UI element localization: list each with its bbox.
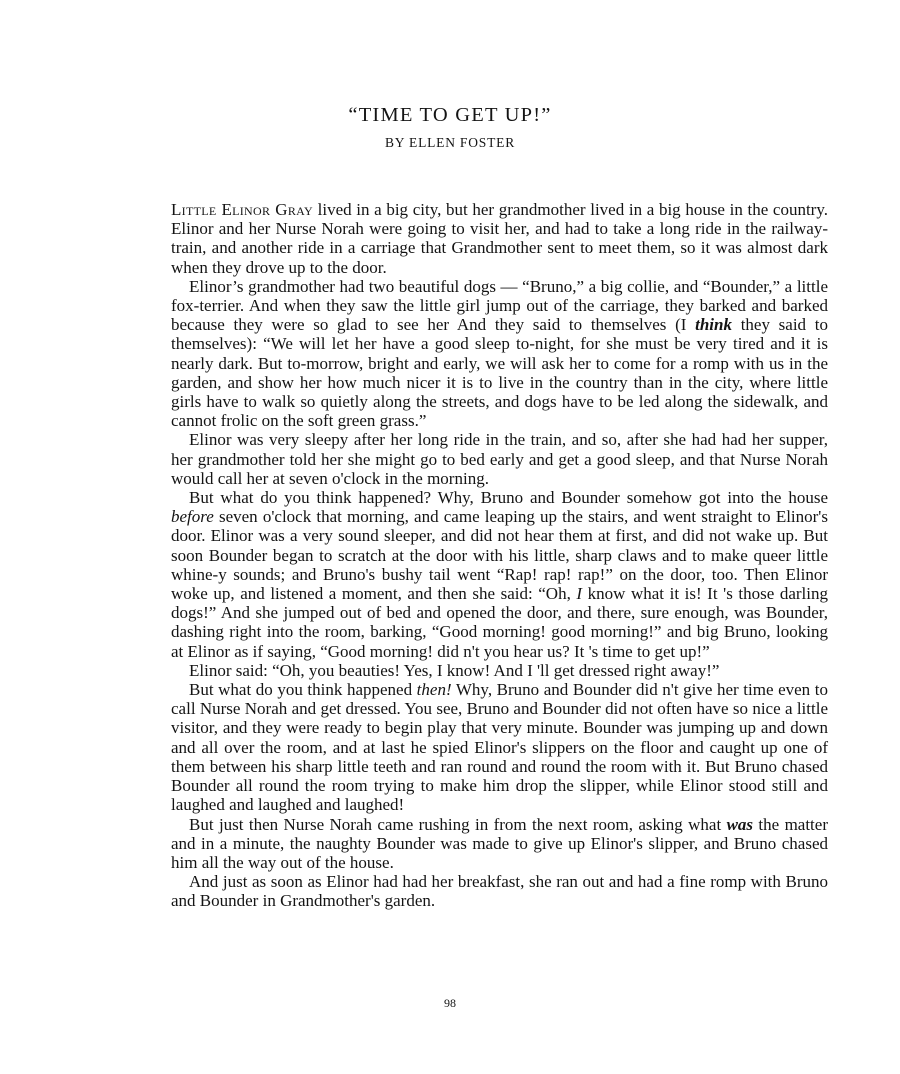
emphasis-then: then! (416, 680, 452, 700)
paragraph-7: But just then Nurse Norah came rushing in from the next room, asking what was the matter and in a minute, the naughty Bounder was made to give up Elinor's slipper, and Bruno chased him all the way out of the house. (171, 814, 828, 872)
paragraph-4: But what do you think happened? Why, Bruno and Bounder somehow got into the house before seven o'clock that morning, and came leaping up the stairs, and went straight to Elinor's door. Elinor was a very sound sleeper, and did not hear them at first, and did not wake up. But soon Bounder began to scratch at the door with his little, sharp claws and to make queer little whine-y sounds; and Bruno's bushy tail went “Rap! rap! rap!” on the door, too. Then Elinor woke up, and listened a moment, and then she said: “Oh, I know what it is! It 's those darling dogs!” And she jumped out of bed and opened the door, and there, sure enough, was Bounder, dashing right into the room, barking, “Good morning! good morning!” and big Bruno, looking at Elinor as if saying, “Good morning! did n't you hear us? It 's time to get up!” (171, 488, 828, 661)
paragraph-2: Elinor’s grandmother had two beautiful dogs — “Bruno,” a big collie, and “Bounder,” a little fox-terrier. And when they saw the little girl jump out of the carriage, they barked and barked because they were so glad to see her And they said to themselves (I think they said to themselves): “We will let her have a good sleep to-night, for she must be very tired and it is nearly dark. But to-morrow, bright and early, we will ask her to come for a romp with us in the garden, and show her how much nicer it is to live in the country than in the city, where little girls have to walk so quietly along the streets, and dogs have to be led along the sidewalk, and cannot frolic on the soft green grass.” (171, 276, 828, 431)
emphasis-was: was (726, 814, 754, 834)
story-title: “TIME TO GET UP!” (348, 104, 552, 126)
paragraph-8: And just as soon as Elinor had had her breakfast, she ran out and had a fine romp with Bruno and Bounder in Grandmother's garden. (171, 872, 828, 911)
author-byline: BY ELLEN FOSTER (385, 135, 515, 150)
emphasis-i: I (576, 584, 583, 604)
page-number: 98 (444, 996, 456, 1010)
opening-small-caps: Little Elinor Gray (171, 200, 313, 219)
paragraph-6: But what do you think happened then! Why, Bruno and Bounder did n't give her time even to call Nurse Norah and get dressed. You see, Bruno and Bounder did not often have so nice a little visitor, and they were ready to begin play that very minute. Bounder was jumping up and down and all over the room, and at last he spied Elinor's slippers on the floor and caught up one of them between his sharp little teeth and ran round and round the room with it. But Bruno chased Bounder all round the room trying to make him drop the slipper, while Elinor stood still and laughed and laughed and laughed! (171, 680, 828, 815)
emphasis-think: think (695, 315, 732, 335)
emphasis-before: before (171, 507, 214, 527)
story-body (171, 200, 828, 911)
paragraph-1: Little Elinor Gray lived in a big city, but her grandmother lived in a big house in the country. Elinor and her Nurse Norah were going to visit her, and had to take a long ride in the railway-train, and another ride in a carriage that Grandmother sent to meet them, so it was almost dark when they drove up to the door. (171, 200, 828, 277)
paragraph-3: Elinor was very sleepy after her long ride in the train, and so, after she had had her supper, her grandmother told her she might go to bed early and get a good sleep, and that Nurse Norah would call her at seven o'clock in the morning. (171, 430, 828, 488)
paragraph-5: Elinor said: “Oh, you beauties! Yes, I know! And I 'll get dressed right away!” (189, 660, 720, 680)
